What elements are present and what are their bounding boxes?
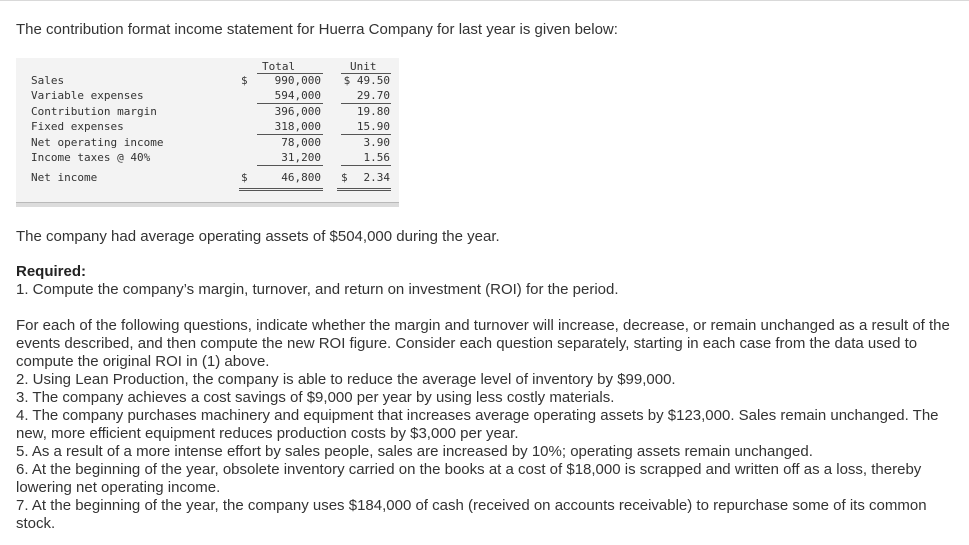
row-total: 396,000: [274, 105, 321, 118]
instructions-text: For each of the following questions, indicate whether the margin and turnover will increase, decrease, or remain unchanged as a result of the events described, and then compute the new ROI figure. Consider each question separately, starting in each case from the data used to compute the original ROI in (1) above.: [16, 317, 950, 370]
row-unit: 15.90: [356, 120, 390, 133]
unit-underline: [341, 165, 391, 166]
table-row: [16, 74, 399, 89]
total-underline: [257, 134, 323, 135]
row-unit: 2.34: [363, 171, 390, 184]
row-label: Fixed expenses: [31, 120, 124, 133]
assets-text: The company had average operating assets of $504,000 during the year.: [16, 228, 500, 245]
table-row: [16, 151, 399, 166]
table-bottom-border: [16, 202, 399, 203]
table-row: [16, 136, 399, 151]
table-row: [16, 105, 399, 120]
row-label: Sales: [31, 74, 65, 87]
question-item: 7. At the beginning of the year, the company uses $184,000 of cash (received on accounts receivable) to repurchase some of its common stock.: [16, 497, 927, 532]
row-label: Net income: [31, 171, 98, 184]
header-total: Total: [262, 60, 296, 73]
row-total: 990,000: [274, 74, 321, 87]
row-total: 594,000: [274, 89, 321, 102]
row-label: Net operating income: [31, 136, 164, 149]
total-underline: [257, 165, 323, 166]
row-unit: 29.70: [356, 89, 390, 102]
top-divider: [0, 0, 969, 1]
row-total: 31,200: [281, 151, 321, 164]
row-total: 46,800: [281, 171, 321, 184]
question-item: 4. The company purchases machinery and equipment that increases average operating assets by $123,000. Sales remain unchanged. The new, more efficient equipment reduces production costs by $3,000 per year.: [16, 407, 939, 442]
question-item: 3. The company achieves a cost savings of $9,000 per year by using less costly materials.: [16, 389, 615, 406]
row-total: 318,000: [274, 120, 321, 133]
question-item: 2. Using Lean Production, the company is able to reduce the average level of inventory by $99,000.: [16, 371, 676, 388]
row-label: Variable expenses: [31, 89, 144, 102]
total-double-underline: [239, 188, 323, 189]
question-item: 5. As a result of a more intense effort by sales people, sales are increased by 10%; operating assets remain unchanged.: [16, 443, 813, 460]
unit-double-underline: [337, 188, 391, 189]
row-unit: 3.90: [363, 136, 390, 149]
row-dollar-unit: $: [341, 171, 348, 184]
row-label: Income taxes @ 40%: [31, 151, 151, 164]
row-unit: $ 49.50: [343, 74, 390, 87]
questions-list: [16, 371, 961, 533]
question-1: 1. Compute the company’s margin, turnover, and return on investment (ROI) for the period.: [16, 281, 619, 298]
row-dollar-total: $: [241, 171, 248, 184]
unit-underline: [341, 134, 391, 135]
unit-double-underline: [337, 190, 391, 191]
total-underline: [257, 103, 323, 104]
table-row: [16, 120, 399, 135]
row-total: 78,000: [281, 136, 321, 149]
row-unit: 1.56: [363, 151, 390, 164]
row-dollar-total: $: [241, 74, 248, 87]
unit-underline: [341, 103, 391, 104]
row-unit: 19.80: [356, 105, 390, 118]
table-row: [16, 89, 399, 104]
question-item: 6. At the beginning of the year, obsolete inventory carried on the books at a cost of $18,000 is scrapped and written off as a loss, thereby lowering net operating income.: [16, 461, 922, 496]
header-unit: Unit: [350, 60, 377, 73]
required-heading: Required:: [16, 263, 87, 280]
income-statement-table: [16, 58, 399, 207]
table-row: [16, 171, 399, 186]
total-double-underline: [239, 190, 323, 191]
intro-text: The contribution format income statement for Huerra Company for last year is given below:: [16, 21, 618, 38]
row-label: Contribution margin: [31, 105, 157, 118]
